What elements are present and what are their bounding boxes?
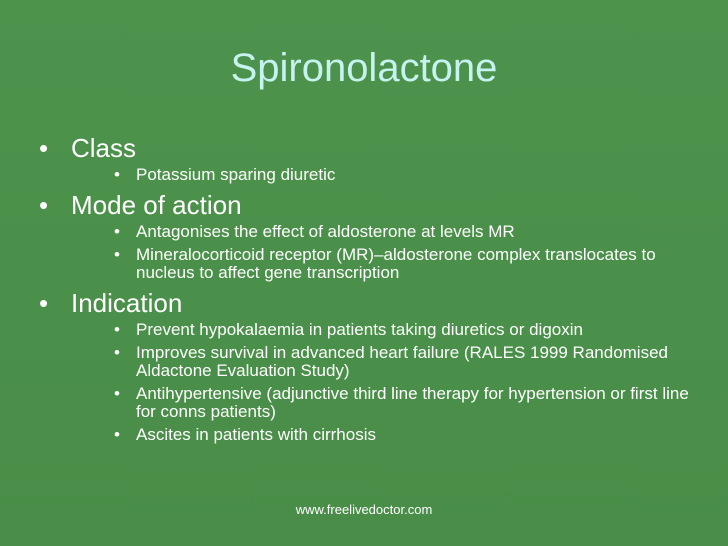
bullet-item: • Antagonises the effect of aldosterone at levels MR (33, 223, 703, 241)
section-heading-class: • Class (33, 132, 703, 164)
bullet-item: • Ascites in patients with cirrhosis (33, 426, 703, 444)
bullet-item: • Improves survival in advanced heart failure (RALES 1999 Randomised Aldactone Evaluation Study) (33, 344, 703, 380)
section-heading-mode-of-action: • Mode of action (33, 189, 703, 221)
section-heading-indication: • Indication (33, 287, 703, 319)
slide-content (33, 130, 703, 449)
bullet-item: • Mineralocorticoid receptor (MR)–aldosterone complex translocates to nucleus to affect gene transcription (33, 246, 703, 282)
bullet-item: • Potassium sparing diuretic (33, 166, 703, 184)
slide-title: Spironolactone (230, 46, 498, 90)
footer-url: www.freelivedoctor.com (295, 502, 433, 517)
bullet-item: • Antihypertensive (adjunctive third line therapy for hypertension or first line for conns patients) (33, 385, 703, 421)
bullet-item: • Prevent hypokalaemia in patients taking diuretics or digoxin (33, 321, 703, 339)
